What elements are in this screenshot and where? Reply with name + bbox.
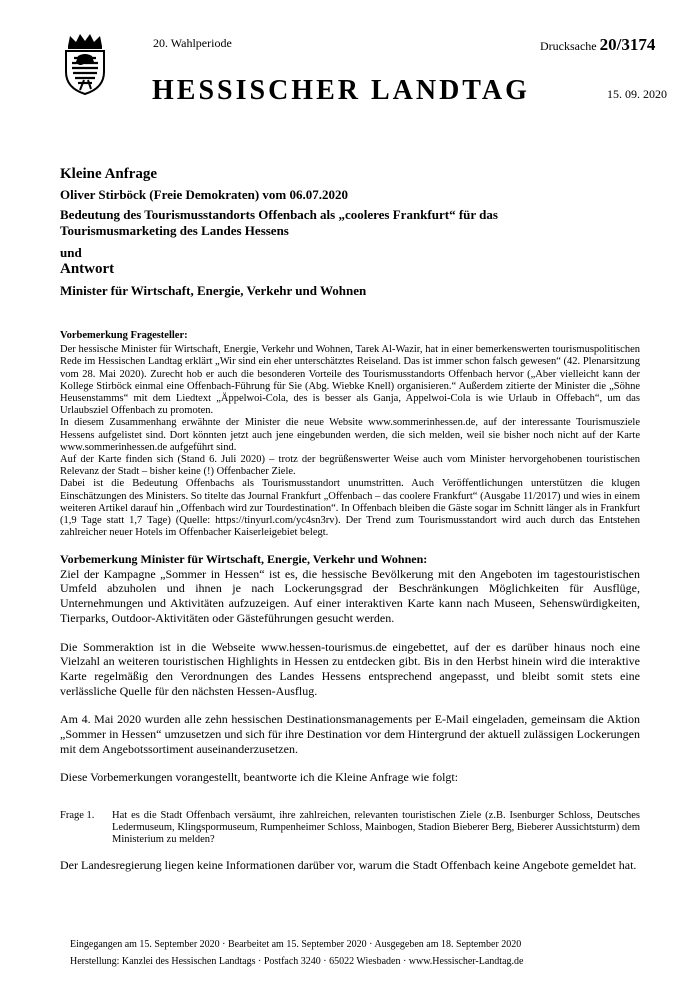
- vorbemerkung-minister: [60, 552, 640, 799]
- document-date: 15. 09. 2020: [607, 87, 667, 101]
- question-text: Hat es die Stadt Offenbach versäumt, ihre zahlreichen, relevanten touristischen Ziele (z.B. Isenburger Schloss, Deutsches Ledermuseum, Klingspormuseum, Rumpenheimer Schloss, Mainbogen, Stadion Bieberer Berg, Bieberer Aussichtsturm) dem Ministerium zu melden?: [112, 810, 640, 846]
- und-label: und: [60, 245, 82, 260]
- drucksache-number: 20/3174: [599, 35, 656, 54]
- document-kind: Kleine Anfrage: [60, 166, 158, 182]
- antwort-label: Antwort: [60, 261, 115, 277]
- wahlperiode: 20. Wahlperiode: [153, 36, 232, 50]
- hessen-lion-crest-icon: [60, 32, 110, 96]
- paragraph: Dabei ist die Bedeutung Offenbachs als Tourismusstandort unumstritten. Auch Veröffentlichungen unterstützen die klugen Einschätzungen des Ministers. So titelte das Journal Frankfurt „Offenbach – das coolere Frankfurt“ (Ausgabe 11/2017) und wies in einem weiteren Artikel darauf hin „Offenbach wird zur Tourdestination“. In Offenbach bleiben die Gäste sogar im Schnitt länger als in Frankfurt (1,9 Tage statt 1,7 Tage) (Quelle: https://tinyurl.com/yc4sn3rv). Der Trend zum Tourismusstandort wird auch durch das Entstehen zahlreicher neuer Hotels im Offenbacher Kaiserleigebiet belegt.: [60, 478, 640, 539]
- paragraph: Am 4. Mai 2020 wurden alle zehn hessischen Destinationsmanagements per E-Mail eingeladen, gemeinsam die Aktion „Sommer in Hessen“ umzusetzen und sich für ihre Destination vor dem Hintergrund der aktuell zulässigen Lockerungen mit dem Angebotssortiment auseinanderzusetzen.: [60, 712, 640, 756]
- author-line: Oliver Stirböck (Freie Demokraten) vom 06.07.2020: [60, 187, 348, 202]
- drucksache: [540, 35, 655, 55]
- paragraph: Die Sommeraktion ist in die Webseite www.hessen-tourismus.de eingebettet, auf der es darüber hinaus noch eine Vielzahl an weiteren touristischen Highlights in Hessen zu entdecken gibt. Bis in den Herbst hinein wird die interaktive Karte regelmäßig den Verordnungen des Landes Hessens entsprechend angepasst, und bleibt somit stets eine verlässliche Quelle für den nächsten Hessen-Ausflug.: [60, 639, 640, 698]
- document-heading: [60, 166, 600, 299]
- section-title: Vorbemerkung Fragesteller:: [60, 330, 188, 341]
- answer-1: Der Landesregierung liegen keine Informationen darüber vor, warum die Stadt Offenbach keine Angebote gemeldet hat.: [60, 858, 637, 872]
- footer-imprint: Herstellung: Kanzlei des Hessischen Landtags · Postfach 3240 · 65022 Wiesbaden · www.Hessischer-Landtag.de: [70, 956, 524, 967]
- drucksache-label: Drucksache: [540, 39, 597, 53]
- paragraph: Ziel der Kampagne „Sommer in Hessen“ ist es, die hessische Bevölkerung mit den Angeboten im tagestouristischen Umfeld abzuholen und ihnen je nach Lockerungsgrad der Beschränkungen Möglichkeiten für Ausflüge, Unternehmungen und Aktivitäten aufzuzeigen. Auf einer interaktiven Karte kann nach Museen, Sehenswürdigkeiten, Tierparks, Outdoor-Aktivitäten oder Gästeführungen gesucht werden.: [60, 566, 640, 625]
- vorbemerkung-fragesteller: [60, 330, 640, 539]
- minister-line: Minister für Wirtschaft, Energie, Verkehr und Wohnen: [60, 283, 367, 298]
- subject-line: Bedeutung des Tourismusstandorts Offenbach als „cooleres Frankfurt“ für das Tourismusmarketing des Landes Hessens: [60, 207, 498, 238]
- page-title: HESSISCHER LANDTAG: [152, 75, 530, 106]
- question-1: [60, 810, 640, 847]
- paragraph: In diesem Zusammenhang erwähnte der Minister die neue Website www.sommerinhessen.de, auf der interessante Tourismusziele Hessens aufgelistet sind. Dort könnten jetzt auch jene eingebunden werden, die sich melden, weil sie bisher noch nicht auf der Karte www.sommerinhessen.de aufgeführt sind.: [60, 417, 640, 453]
- question-label: Frage 1.: [60, 810, 95, 821]
- section-title: Vorbemerkung Minister für Wirtschaft, Energie, Verkehr und Wohnen:: [60, 552, 428, 566]
- paragraph: Auf der Karte finden sich (Stand 6. Juli 2020) – trotz der begrüßenswerter Weise auch vom Minister hervorgehobenen touristischen Relevanz der Stadt – bisher keine (!) Offenbacher Ziele.: [60, 454, 640, 478]
- paragraph: Der hessische Minister für Wirtschaft, Energie, Verkehr und Wohnen, Tarek Al-Wazir, hat in einer bemerkenswerten tourismuspolitischen Rede im Hessischen Landtag erklärt „Wir sind ein eher unterschätztes Reiseland. Das ist immer schon falsch gewesen“ (42. Plenarsitzung vom 28. Mai 2020). Zurecht hob er auch die besonderen Vorteile des Tourismusstandorts Offenbach hervor („Aber vielleicht kann der Kollege Stirböck einmal eine Offenbach-Führung für Sie (Abg. Wiebke Knell) organisieren.“ Außerdem zitierte der Minister die „Söhne Heusenstamms“ mit dem Liedtext „Äppelwoi-Cola, des is besser als Ganja, Appelwoi-Cola is wie Urlaub in Offebach“, um das Urlaubsziel Offenbach zu promoten.: [60, 344, 640, 417]
- footer-dates: Eingegangen am 15. September 2020 · Bearbeitet am 15. September 2020 · Ausgegeben am 18. September 2020: [70, 939, 522, 950]
- paragraph: Diese Vorbemerkungen vorangestellt, beantworte ich die Kleine Anfrage wie folgt:: [60, 770, 459, 785]
